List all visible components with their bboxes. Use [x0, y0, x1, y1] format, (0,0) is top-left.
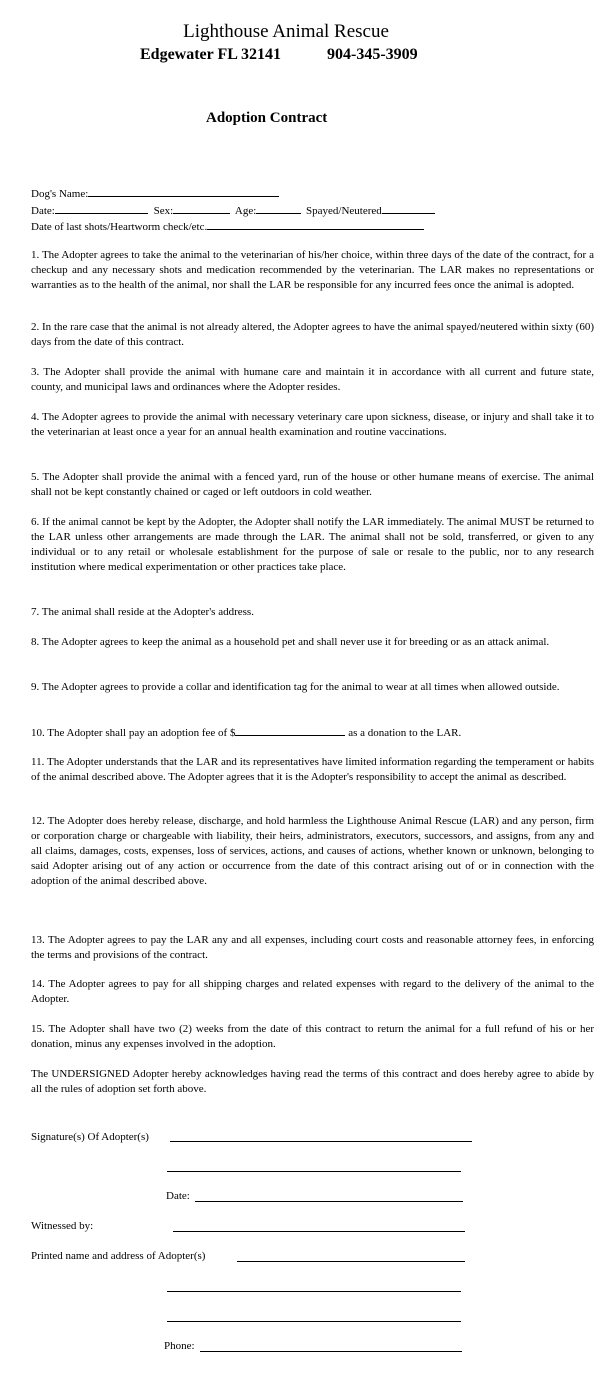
adopter-signature-line[interactable] — [170, 1141, 472, 1142]
address-line-1[interactable] — [167, 1291, 461, 1292]
clause-4: 4. The Adopter agrees to provide the animal with necessary veterinary care upon sickness, disease, or injury and shall take it to the veterinarian at least once a year for an annual health examination and routine vaccinations. — [31, 411, 594, 438]
acknowledgment: The UNDERSIGNED Adopter hereby acknowledges having read the terms of this contract and does hereby agree to abide by all the rules of adoption set forth above. — [31, 1068, 594, 1095]
date-label: Date: — [31, 205, 55, 217]
clause-5: 5. The Adopter shall provide the animal with a fenced yard, run of the house or other humane means of exercise. The animal shall not be kept constantly chained or caged or left outdoors in cold weather. — [31, 471, 594, 498]
clause-15: 15. The Adopter shall have two (2) weeks from the date of this contract to return the animal for a full refund of his or her donation, minus any expenses involved in the adoption. — [31, 1023, 594, 1050]
last-shots-row — [31, 219, 424, 234]
date-signature-label: Date: — [166, 1190, 190, 1202]
clause-10 — [31, 725, 594, 741]
date-blank[interactable] — [55, 203, 148, 214]
adoption-fee-blank[interactable] — [235, 725, 345, 736]
date-sex-age-row — [31, 203, 435, 218]
adopter-signature-line-2[interactable] — [167, 1171, 461, 1172]
adopter-signature-label: Signature(s) Of Adopter(s) — [31, 1131, 149, 1143]
address-line-2[interactable] — [167, 1321, 461, 1322]
dogs-name-blank[interactable] — [88, 186, 279, 197]
age-label: Age: — [234, 205, 257, 217]
clause-12: 12. The Adopter does hereby release, discharge, and hold harmless the Lighthouse Animal Rescue (LAR) and any person, firm or corporation charge or chargeable with liability, their heirs, administrators, executors, successors, and assigns, from any and all claims, damages, costs, expenses, loss of services, actions, and causes of actions, whether known or unknown, belonging to said Adopter arising out of any action or occurrence from the date of this contract arising out of or in connection with the adoption of the animal described above. — [31, 815, 594, 887]
phone-line[interactable] — [200, 1351, 462, 1352]
printed-name-line[interactable] — [237, 1261, 465, 1262]
sex-blank[interactable] — [173, 203, 230, 214]
organization-name: Lighthouse Animal Rescue — [183, 21, 389, 42]
printed-name-label: Printed name and address of Adopter(s) — [31, 1250, 206, 1262]
clause-13: 13. The Adopter agrees to pay the LAR any and all expenses, including court costs and reasonable attorney fees, in enforcing the terms and provisions of the contract. — [31, 934, 594, 961]
organization-address: Edgewater FL 32141 — [140, 46, 282, 63]
age-blank[interactable] — [256, 203, 301, 214]
clause-11: 11. The Adopter understands that the LAR and its representatives have limited information regarding the temperament or habits of the animal described above. The Adopter agrees that it is the Adopter's responsibility to accept the animal as described. — [31, 756, 594, 783]
witness-line[interactable] — [173, 1231, 465, 1232]
clause-7: 7. The animal shall reside at the Adopter's address. — [31, 606, 254, 618]
sex-label: Sex: — [153, 205, 174, 217]
organization-phone: 904-345-3909 — [327, 46, 418, 63]
clause-6: 6. If the animal cannot be kept by the Adopter, the Adopter shall notify the LAR immediately. The animal MUST be returned to the LAR unless other arrangements are made through the LAR. The animal shall not be sold, transferred, or given to any individual or to any retail or wholesale establishment for the purpose of sale or resale to the public, nor to any research institution where medical experimentation or other practices take place. — [31, 516, 594, 573]
clause-2: 2. In the rare case that the animal is not already altered, the Adopter agrees to have the animal spayed/neutered within sixty (60) days from the date of this contract. — [31, 321, 594, 348]
contract-title: Adoption Contract — [206, 110, 328, 126]
clause-3: 3. The Adopter shall provide the animal with humane care and maintain it in accordance with all current and future state, county, and municipal laws and ordinances where the Adopter resides. — [31, 366, 594, 393]
clause-10-start: 10. The Adopter shall pay an adoption fee of $ — [31, 727, 236, 739]
clause-8: 8. The Adopter agrees to keep the animal as a household pet and shall never use it for breeding or as an attack animal. — [31, 636, 550, 648]
spayed-blank[interactable] — [382, 203, 435, 214]
clause-9: 9. The Adopter agrees to provide a collar and identification tag for the animal to wear at all times when allowed outside. — [31, 681, 560, 693]
last-shots-label: Date of last shots/Heartworm check/etc. — [31, 221, 208, 233]
spayed-label: Spayed/Neutered — [306, 205, 382, 217]
date-signature-line[interactable] — [195, 1201, 463, 1202]
clause-1: 1. The Adopter agrees to take the animal to the veterinarian of his/her choice, within three days of the date of the contract, for a checkup and any necessary shots and medication recommended by the veterinarian. The LAR makes no representations or warranties as to the health of the animal, nor shall the LAR be responsible for any incurred fees once the animal is adopted. — [31, 249, 594, 291]
phone-label: Phone: — [164, 1340, 195, 1352]
dogs-name-label: Dog's Name: — [31, 188, 89, 200]
clause-10-end: as a donation to the LAR. — [345, 727, 462, 739]
dogs-name-row — [31, 186, 279, 201]
witnessed-label: Witnessed by: — [31, 1220, 94, 1232]
last-shots-blank[interactable] — [207, 219, 424, 230]
clause-14: 14. The Adopter agrees to pay for all shipping charges and related expenses with regard to the delivery of the animal to the Adopter. — [31, 978, 594, 1005]
